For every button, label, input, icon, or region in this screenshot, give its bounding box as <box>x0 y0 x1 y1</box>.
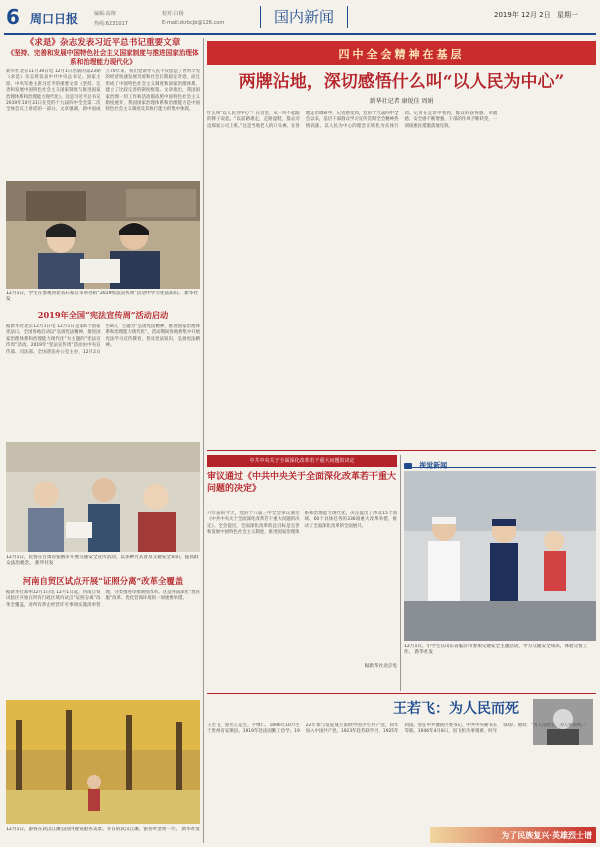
article-body: 据新华社北京12月1日电 12月1日是第6个国家宪法日，全国各地启动以“弘扬宪法精神，推进国家治理体系和治理能力现代化”为主题的“宪法宣传周”活动。2019年“宪法宣传周”活动由中央宣传部、司法部、全国普法办公室主办，12月2日至8日，主题为“弘扬宪法精神，推进国家治理体系和治理能力现代化”。活动期间各地将集中开展宪法学习宣传教育，普及宪法知识，弘扬宪法精神。 <box>6 324 200 355</box>
article-body: 新华社北京11月30日电 12月1日出版的第23期《求是》杂志将发表中共中央总书记、国家主席、中央军委主席习近平的重要文章《坚持、完善和发展中国特色社会主义国家制度与推进国家治理体系和治理能力现代化》。这是习近平总书记2019年10月31日在党的十九届四中全会第二次全体会议上讲话的一部分。文章强调，新中国成立70年来，我们党领导人民不仅创造了世所罕见的经济快速发展奇迹和社会长期稳定奇迹，而且形成了中国特色社会主义制度和国家治理体系，建立了比较完善的制度框架。文章指出，我国国家治理一切工作和活动都依照中国特色社会主义制度展开，我国国家治理体系和治理能力是中国特色社会主义制度及其执行能力的集中体现。 <box>6 69 200 113</box>
photo-wuhan-ginkgo <box>6 700 200 824</box>
section-divider <box>207 450 596 451</box>
article-body: 王若飞，原名王运生，字继仁，1896年10月生于贵州省安顺县。1919年赴法国勤工俭学。1922年参与发起成立旅欧中国少年共产党，同年加入中国共产党。1923年赴苏联学习，1925年回国。曾任中共豫陕区委书记、中共中央秘书长等职。1946年4月8日，因飞机失事遇难，时年50岁。他说：“为人民而生，为人民而死。” <box>207 723 586 735</box>
photo-traffic-police-kids <box>404 471 596 641</box>
footer-banner <box>430 827 596 843</box>
photo3-caption-text: 12月1日，游客在武汉江滩公园内观赏银杏美景。冬日的武汉江滩，银杏叶金黄一片。 <box>6 827 181 832</box>
visual-news-credit: 新华社发 <box>414 650 434 655</box>
visual-news-tag <box>404 455 596 468</box>
article-title: 《求是》杂志发表习近平总书记重要文章 <box>25 38 181 48</box>
issue-date: 2019年 12月 2日 <box>494 11 551 19</box>
photo1-caption <box>6 291 200 303</box>
photo-traffic-safety <box>6 442 200 552</box>
article-title: 两牌沾地，深切感悟什么叫“以人民为中心” <box>238 72 565 92</box>
article-henan-ftz <box>6 575 200 700</box>
article-body: 什么叫“以人民为中心”？在这里，从一块不起眼的牌子说起。“以前路难走，走路湿鞋，都去旁边那家公司上班。”这是当地老人的口头禅。在各地走访调研中，记者感受到，党的十九届四中全会以来，基层干部群众学习宣传贯彻全会精神热情高涨，以人民为中心的理念正转化为具体行动。记者在走访中看到，群众的获得感、幸福感、安全感不断增强，干部的作风不断转变，一项项惠民措施落地见效。 <box>207 111 498 129</box>
article-decision <box>207 471 397 681</box>
masthead <box>4 6 596 32</box>
article-title: 王若飞：为人民而死 <box>393 701 519 717</box>
article-people-centered <box>207 70 596 446</box>
column-divider-mid <box>400 455 401 691</box>
footer-banner-text: 为了民族复兴·英雄烈士谱 <box>501 830 592 840</box>
article-title: 2019年全国“宪法宣传周”活动启动 <box>37 310 169 320</box>
visual-news <box>404 455 596 691</box>
kicker-text: 中共中央关于全面深化改革若干重大问题的决定 <box>249 458 355 464</box>
photo2-caption <box>6 555 200 573</box>
visual-news-caption-text: 12月1日，小学生在山东省临沂市参加交通安全主题活动，学习交通安全知识，体验交警工作。 <box>404 644 588 655</box>
meta-line-1: 编辑:高翔 <box>94 11 116 17</box>
camera-icon <box>404 463 412 469</box>
article-wang-ruofei <box>207 697 596 825</box>
paper-name: 周口日报 <box>30 12 79 26</box>
article-sign: 据新华社北京电 <box>364 664 397 669</box>
photo-image <box>6 181 200 289</box>
meta-line-4: E-mail:zkrbcjb@126.com <box>162 20 225 26</box>
photo-image <box>6 700 200 824</box>
photo1-credit: 新华社发 <box>6 291 199 302</box>
article-constitution-week <box>6 309 200 440</box>
section-divider-2 <box>207 693 596 694</box>
photo-image <box>6 442 200 552</box>
photo3-credit: 新华社发 <box>181 827 200 832</box>
banner-text: 四中全会精神在基层 <box>338 48 465 61</box>
issue-weekday: 星期一 <box>557 11 578 19</box>
column-divider <box>203 38 204 843</box>
photo-image <box>404 471 596 641</box>
article-qiushi <box>6 38 200 187</box>
page-number: 6 <box>6 5 20 29</box>
article-title: 河南自贸区试点开展“证照分离”改革全覆盖 <box>22 576 184 586</box>
visual-news-label: 视觉新闻 <box>419 460 448 470</box>
photo2-credit: 新华社发 <box>35 561 54 566</box>
photo1-caption-text: 12月1日，学生在参观河北省石家庄市举办的“2019宪法宣传周”活动中学习宪法知识。 <box>6 291 183 296</box>
header-rule <box>4 33 596 35</box>
photo3-caption <box>6 827 200 841</box>
kicker-band <box>207 455 397 467</box>
section-title: 国内新闻 <box>260 6 348 28</box>
article-title: 审议通过《中共中央关于全面深化改革若干重大问题的决定》 <box>207 472 397 494</box>
article-byline: 新华社记者 康锐佳 周娟 <box>369 98 434 105</box>
photo2-caption-text: 12月1日，民警在甘肃省张掖市开展交通安全宣传活动，以多种方式普及交通安全知识，提高群众法治观念。 <box>6 555 199 566</box>
visual-news-caption <box>404 644 596 680</box>
banner-fourth-plenary <box>207 41 596 65</box>
article-body: 六年前的今天，党的十八届三中全会审议通过《中共中央关于全面深化改革若干重大问题的决定》。全会提出，全面深化改革的总目标是完善和发展中国特色社会主义制度，推进国家治理体系和治理能力现代化。决定提出了涉及15个领域、60个具体任务的336项重大改革举措，推动了全面深化改革的全面展开。 <box>207 511 397 536</box>
photo-constitution-students <box>6 181 200 289</box>
article-body: 据新华社郑州12月1日电 12月1日起，河南自贸试验区开始在所有行政区域内试点“证照分离”改革全覆盖，对所有涉企经营许可事项实施清单管理，分类推进审批制度改革。这是河南深化“放管服”改革、优化营商环境的一项重要举措。 <box>6 590 200 608</box>
meta-line-3: 热线:6231017 <box>94 21 128 27</box>
article-subtitle: 《坚持、完善和发展中国特色社会主义国家制度与推进国家治理体系和治理能力现代化》 <box>7 49 199 66</box>
meta-line-2: 校对:白杨 <box>162 11 184 17</box>
